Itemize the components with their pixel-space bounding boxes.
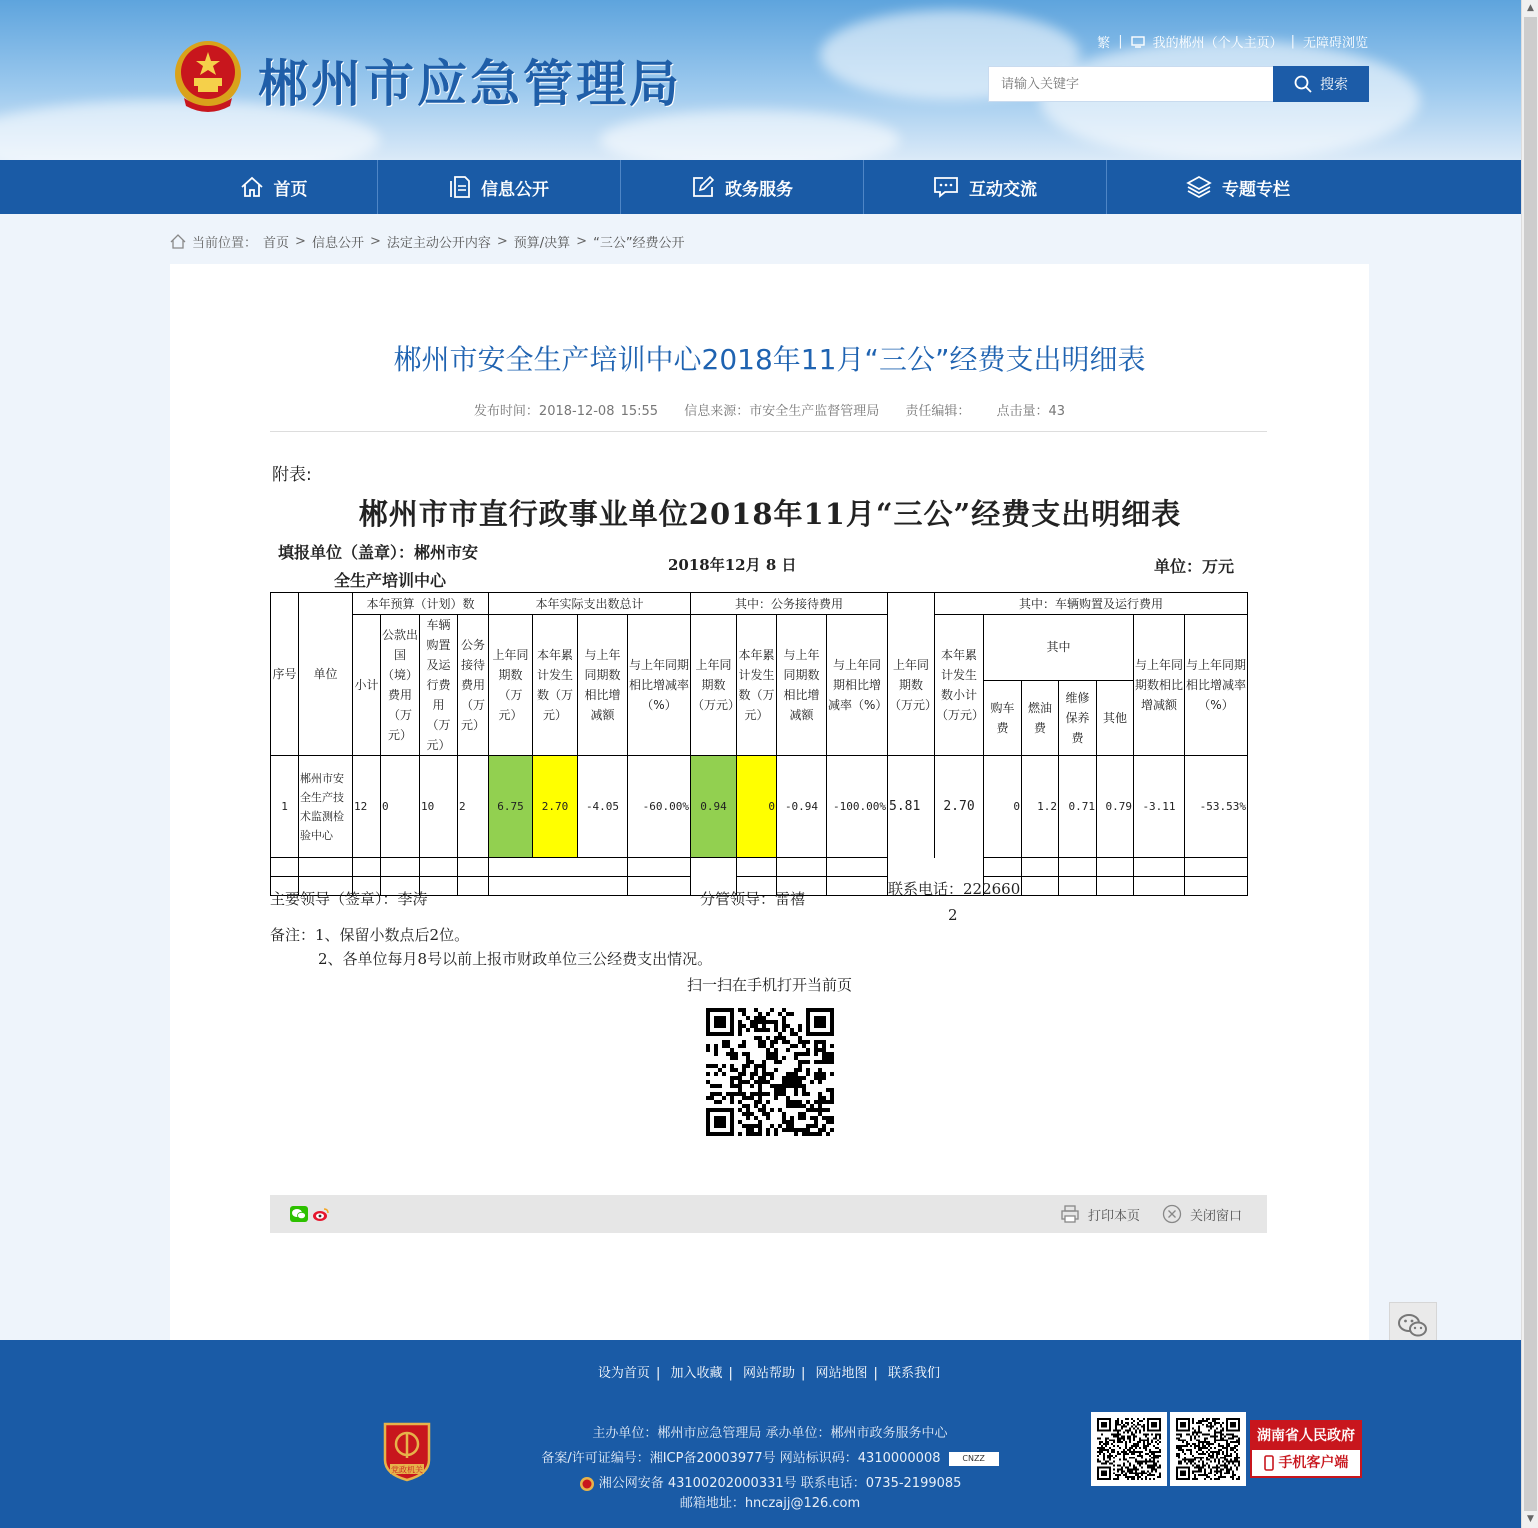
info-source: 信息来源：市安全生产监督管理局 — [684, 404, 880, 419]
party-gov-logo-icon — [381, 1420, 433, 1482]
col-vehicle-budget: 车辆购置及运行费用（万元） — [420, 615, 458, 756]
page-qr-code-icon — [702, 1004, 838, 1140]
cell-veh-rate: -53.53% — [1185, 756, 1248, 858]
fill-unit-line2: 全生产培训中心 — [334, 571, 447, 590]
search-icon — [1294, 75, 1312, 93]
cell-reception-budget: 2 — [458, 756, 489, 858]
cnzz-badge[interactable]: CNZZ — [949, 1452, 999, 1466]
breadcrumb-statutory-content[interactable]: 法定主动公开内容 — [386, 236, 491, 251]
note-2: 2、各单位每月8号以前上报市财政单位三公经费支出情况。 — [318, 950, 713, 968]
article-container — [170, 264, 1369, 1340]
table-row-empty — [271, 858, 1248, 877]
app-badge-subtitle-text: 手机客户端 — [1278, 1455, 1349, 1471]
contact-phone-line2: 2 — [948, 906, 958, 924]
table-row — [271, 756, 1248, 858]
monitor-icon — [1131, 36, 1145, 48]
col-misc: 其他 — [1097, 680, 1134, 755]
cell-misc: 0.79 — [1097, 756, 1134, 858]
accessibility-link[interactable]: 无障碍浏览 — [1302, 36, 1368, 51]
cell-seq: 1 — [271, 756, 299, 858]
wechat-share-icon[interactable] — [290, 1206, 308, 1222]
footer-link-sitemap[interactable]: 网站地图 — [815, 1366, 868, 1381]
cloud-decoration — [600, 110, 900, 160]
cell-vehicle-budget: 10 — [420, 756, 458, 858]
group-budget: 本年预算（计划）数 — [353, 593, 489, 615]
table-header-row — [271, 615, 1248, 681]
article-title: 郴州市安全生产培训中心2018年11月“三公”经费支出明细表 — [393, 343, 1146, 376]
col-curr: 本年累计发生数（万元） — [533, 615, 578, 756]
cell-fuel: 1.2 — [1022, 756, 1059, 858]
responsible-editor: 责任编辑： — [905, 404, 971, 419]
annex-label: 附表: — [272, 465, 312, 485]
table-header-row — [271, 593, 1248, 615]
col-diff: 与上年同期数相比增减额 — [578, 615, 628, 756]
cell-subtotal: 12 — [353, 756, 381, 858]
main-leader: 主要领导（签章）：李涛 — [270, 890, 428, 908]
app-badge-subtitle — [1252, 1450, 1360, 1476]
footer-link-favorite[interactable]: 加入收藏 — [670, 1366, 723, 1381]
edit-icon — [691, 175, 715, 199]
party-badge-text: 党政机关 — [391, 1465, 423, 1475]
col-veh-prev: 上年同期数（万元） — [888, 615, 935, 756]
cell-rec-diff: -0.94 — [777, 756, 827, 858]
search-input[interactable] — [989, 67, 1273, 101]
cell-rec-rate: -100.00% — [827, 756, 888, 858]
cell-repair: 0.71 — [1059, 756, 1097, 858]
footer-icp-text: 备案/许可证编号：湘ICP备20003977号 网站标识码：4310000008 — [541, 1451, 941, 1466]
col-rec-prev: 上年同期数（万元） — [691, 615, 737, 756]
close-icon — [1162, 1204, 1182, 1224]
weibo-share-icon[interactable] — [312, 1206, 330, 1222]
footer-links: 设为首页 | 加入收藏 | 网站帮助 | 网站地图 | 联系我们 — [597, 1366, 941, 1381]
link-separator: | — [1118, 34, 1123, 49]
cell-veh-curr: 2.70 — [935, 756, 984, 858]
nav-label: 首页 — [273, 179, 308, 200]
col-rate: 与上年同期相比增减率（%） — [628, 615, 691, 756]
close-window-button[interactable] — [1162, 1204, 1242, 1224]
footer-qr-2 — [1170, 1412, 1246, 1486]
print-button[interactable] — [1060, 1204, 1140, 1224]
site-footer — [0, 1340, 1538, 1528]
breadcrumb-separator: > — [496, 234, 508, 249]
site-title[interactable]: 郴州市应急管理局 — [258, 55, 682, 113]
cell-diff: -4.05 — [578, 756, 628, 858]
footer-security-text: 湘公网安备 43100202000331号 联系电话：0735-2199085 — [598, 1476, 962, 1491]
breadcrumb-separator: > — [369, 234, 381, 249]
cell-curr: 2.70 — [533, 756, 578, 858]
currency-unit: 单位：万元 — [1154, 557, 1235, 576]
col-fuel: 燃油费 — [1022, 680, 1059, 755]
main-nav — [0, 160, 1538, 214]
col-other-group: 其中 — [984, 615, 1134, 681]
hunan-gov-app-badge[interactable] — [1250, 1420, 1362, 1478]
view-count: 点击量：43 — [996, 404, 1066, 419]
cell-abroad: 0 — [381, 756, 420, 858]
group-vehicle: 其中：车辆购置及运行费用 — [935, 593, 1248, 615]
fill-date: 2018年12月 8 日 — [668, 556, 797, 574]
party-gov-badge[interactable] — [381, 1420, 433, 1482]
printer-icon — [1060, 1204, 1080, 1224]
close-label: 关闭窗口 — [1190, 1208, 1243, 1224]
top-links — [1097, 32, 1368, 51]
home-icon — [170, 234, 186, 249]
sub-leader: 分管领导：雷禧 — [700, 890, 806, 908]
breadcrumb-info-disclosure[interactable]: 信息公开 — [311, 236, 364, 251]
nav-label: 政务服务 — [725, 179, 793, 200]
share-bar — [270, 1195, 1267, 1233]
cell-prev: 6.75 — [489, 756, 533, 858]
cell-veh-diff: -3.11 — [1134, 756, 1185, 858]
wechat-icon — [1397, 1312, 1429, 1340]
col-veh-curr: 本年累计发生数小计（万元） — [935, 615, 984, 756]
document-title: 郴州市市直行政事业单位2018年11月“三公”经费支出明细表 — [358, 497, 1182, 531]
group-reception: 其中：公务接待费用 — [691, 593, 888, 615]
article-meta — [170, 400, 1369, 419]
vertical-scrollbar[interactable] — [1521, 0, 1538, 1528]
group-actual: 本年实际支出数总计 — [489, 593, 691, 615]
cell-rec-prev: 0.94 — [691, 756, 737, 858]
scroll-thumb[interactable] — [1524, 17, 1537, 1511]
col-purchase: 购车费 — [984, 680, 1022, 755]
col-veh-rate: 与上年同期相比增减率（%） — [1185, 615, 1248, 756]
app-badge-title: 湖南省人民政府 — [1252, 1422, 1360, 1450]
footer-link-help[interactable]: 网站帮助 — [742, 1366, 795, 1381]
footer-icp — [470, 1447, 1070, 1466]
breadcrumb-three-public[interactable]: “三公”经费公开 — [593, 236, 685, 251]
scan-hint: 扫一扫在手机打开当前页 — [686, 976, 852, 994]
cell-purchase: 0 — [984, 756, 1022, 858]
mobile-phone-icon — [1264, 1455, 1274, 1471]
col-repair: 维修保养费 — [1059, 680, 1097, 755]
footer-link-set-home[interactable]: 设为首页 — [597, 1366, 650, 1381]
nav-label: 信息公开 — [481, 179, 549, 200]
breadcrumb-home[interactable]: 首页 — [263, 236, 290, 251]
col-veh-diff: 与上年同期数相比增减额 — [1134, 615, 1185, 756]
breadcrumb — [170, 232, 685, 251]
publish-time: 发布时间：2018-12-08 15:55 — [473, 404, 659, 419]
nav-item-gov-services[interactable] — [621, 160, 863, 214]
col-abroad: 公款出国（境）费用（万元） — [381, 615, 420, 756]
col-prev: 上年同期数（万元） — [489, 615, 533, 756]
note-1: 备注：1、保留小数点后2位。 — [270, 926, 470, 944]
my-chenzhou-link[interactable]: 我的郴州（个人主页） — [1152, 36, 1283, 51]
expense-table — [270, 592, 1248, 896]
col-rec-diff: 与上年同期数相比增减额 — [777, 615, 827, 756]
breadcrumb-budget[interactable]: 预算/决算 — [513, 236, 571, 251]
scroll-up-arrow-icon[interactable]: ▲ — [1527, 3, 1534, 13]
link-separator: | — [1290, 34, 1295, 49]
col-unit: 单位 — [299, 593, 353, 756]
contact-phone-line1: 联系电话：222660 — [888, 880, 1021, 898]
contact-phone — [888, 876, 1028, 928]
scroll-down-arrow-icon[interactable]: ▼ — [1527, 1514, 1534, 1524]
nav-item-interaction[interactable] — [864, 160, 1106, 214]
breadcrumb-prefix: 当前位置： — [192, 236, 258, 251]
footer-link-contact[interactable]: 联系我们 — [888, 1366, 941, 1381]
search-button[interactable] — [1273, 66, 1369, 102]
qr-code-icon — [1174, 1416, 1242, 1482]
col-subtotal: 小计 — [353, 615, 381, 756]
breadcrumb-separator: > — [295, 234, 306, 249]
chat-icon — [933, 176, 959, 198]
qr-code-icon — [1095, 1416, 1163, 1482]
col-rec-curr: 本年累计发生数（万元） — [737, 615, 777, 756]
cell-rec-curr: 0 — [737, 756, 777, 858]
divider — [270, 431, 1267, 432]
national-emblem-icon — [172, 38, 244, 114]
home-icon — [240, 176, 264, 198]
col-seq: 序号 — [271, 593, 299, 756]
breadcrumb-separator: > — [576, 234, 588, 249]
nav-item-special-topics[interactable] — [1107, 160, 1369, 214]
police-badge-icon — [579, 1476, 595, 1492]
cell-unit: 郴州市安全生产技术监测检验中心 — [299, 756, 353, 858]
nav-label: 互动交流 — [969, 179, 1037, 200]
search-box — [988, 66, 1274, 102]
print-label: 打印本页 — [1088, 1208, 1141, 1224]
col-reception-budget: 公务接待费用（万元） — [458, 615, 489, 756]
cell-rate: -60.00% — [628, 756, 691, 858]
footer-security — [470, 1472, 1070, 1492]
vehicle-spacer — [888, 593, 935, 615]
search-button-label: 搜索 — [1320, 77, 1348, 93]
col-rec-rate: 与上年同期相比增减率（%） — [827, 615, 888, 756]
nav-item-home[interactable] — [170, 160, 377, 214]
footer-sponsor: 主办单位：郴州市应急管理局 承办单位：郴州市政务服务中心 — [592, 1426, 948, 1441]
document-icon — [449, 175, 471, 199]
traditional-chinese-link[interactable]: 繁 — [1097, 36, 1111, 51]
site-header — [0, 0, 1538, 160]
fill-unit-line1: 填报单位（盖章）：郴州市安 — [278, 543, 479, 562]
nav-item-info-disclosure[interactable] — [378, 160, 620, 214]
footer-qr-1 — [1091, 1412, 1167, 1486]
layers-icon — [1186, 175, 1212, 199]
cell-veh-prev: 5.81 — [888, 756, 935, 858]
nav-label: 专题专栏 — [1222, 179, 1290, 200]
footer-email: 邮箱地址：hnczajj@126.com — [679, 1496, 861, 1511]
